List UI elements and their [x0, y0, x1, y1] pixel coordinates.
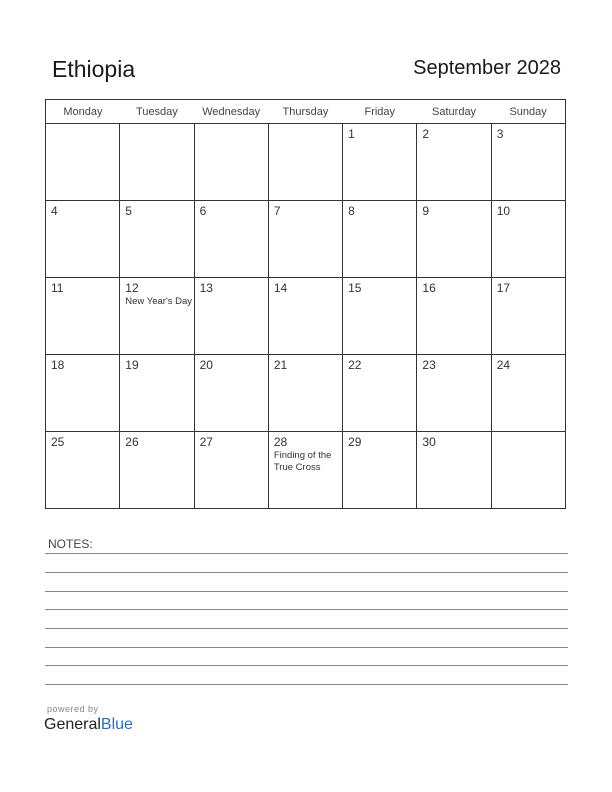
day-number: 3	[496, 127, 504, 141]
day-number: 9	[422, 204, 430, 218]
day-number: 16	[422, 281, 436, 295]
day-cell[interactable]	[491, 278, 565, 355]
day-cell[interactable]	[343, 355, 417, 432]
holiday-label: Finding of the True Cross	[273, 450, 332, 473]
weekday-header: Thursday	[268, 100, 342, 124]
day-cell[interactable]	[120, 124, 194, 201]
day-number: 11	[51, 281, 64, 295]
day-cell[interactable]	[46, 201, 120, 278]
day-cell[interactable]	[268, 201, 342, 278]
day-number: 18	[51, 358, 65, 372]
country-title: Ethiopia	[52, 56, 136, 82]
day-cell[interactable]	[46, 432, 120, 509]
day-cell[interactable]	[120, 432, 194, 509]
day-number: 10	[496, 204, 511, 218]
day-number	[269, 124, 342, 128]
week-row	[46, 124, 566, 201]
week-row	[46, 432, 566, 509]
week-row	[46, 201, 566, 278]
day-cell[interactable]	[268, 278, 342, 355]
day-cell[interactable]	[194, 278, 268, 355]
day-number: 19	[125, 358, 139, 372]
day-cell[interactable]	[194, 124, 268, 201]
day-cell[interactable]	[417, 201, 491, 278]
day-cell[interactable]	[268, 432, 342, 509]
note-line	[45, 609, 568, 610]
note-line	[45, 647, 568, 648]
day-number: 28	[273, 435, 288, 449]
day-number: 17	[496, 281, 511, 295]
day-number: 23	[422, 358, 436, 372]
day-cell[interactable]	[417, 278, 491, 355]
day-number: 6	[199, 204, 207, 218]
weekday-header: Tuesday	[120, 100, 194, 124]
weekday-header: Friday	[343, 100, 417, 124]
week-row	[46, 278, 566, 355]
day-number	[492, 432, 565, 436]
day-cell[interactable]	[46, 278, 120, 355]
note-line	[45, 572, 568, 573]
day-cell[interactable]	[120, 201, 194, 278]
month-title: September 2028	[413, 57, 561, 79]
day-number: 21	[273, 358, 288, 372]
day-number: 29	[348, 435, 362, 449]
day-cell[interactable]	[343, 201, 417, 278]
day-cell[interactable]	[491, 201, 565, 278]
day-cell[interactable]	[491, 432, 565, 509]
weekday-header: Sunday	[491, 100, 565, 124]
day-cell[interactable]	[343, 278, 417, 355]
powered-by-text: powered by	[47, 704, 99, 714]
day-cell[interactable]	[417, 124, 491, 201]
day-cell[interactable]	[194, 355, 268, 432]
brand-general: General	[44, 716, 101, 733]
weekday-header: Wednesday	[194, 100, 268, 124]
day-number: 20	[199, 358, 213, 372]
day-cell[interactable]	[120, 355, 194, 432]
day-cell[interactable]	[417, 355, 491, 432]
calendar-grid	[45, 99, 566, 509]
holiday-label: New Year's Day	[125, 296, 193, 307]
weekday-header: Monday	[46, 100, 120, 124]
notes-label: NOTES:	[48, 537, 93, 551]
brand-blue: Blue	[100, 716, 133, 733]
note-line	[45, 591, 568, 592]
weekday-header-row	[46, 100, 566, 124]
day-number: 12	[125, 281, 139, 295]
day-number: 25	[51, 435, 65, 449]
generalblue-logo[interactable]	[44, 716, 133, 734]
day-number: 5	[125, 204, 132, 218]
day-cell[interactable]	[417, 432, 491, 509]
day-number: 13	[199, 281, 213, 295]
day-number: 8	[348, 204, 355, 218]
day-number	[120, 124, 193, 128]
day-number: 24	[496, 358, 511, 372]
day-cell[interactable]	[491, 124, 565, 201]
day-cell[interactable]	[194, 201, 268, 278]
day-cell[interactable]	[194, 432, 268, 509]
week-row	[46, 355, 566, 432]
day-number: 1	[348, 127, 355, 141]
day-cell[interactable]	[268, 124, 342, 201]
day-number: 27	[199, 435, 213, 449]
day-cell[interactable]	[343, 124, 417, 201]
day-number: 4	[51, 204, 58, 218]
day-number: 26	[125, 435, 139, 449]
weekday-header: Saturday	[417, 100, 491, 124]
day-cell[interactable]	[120, 278, 194, 355]
day-number	[195, 124, 268, 128]
day-number: 14	[273, 281, 288, 295]
day-number: 7	[273, 204, 281, 218]
calendar-body	[46, 124, 566, 509]
note-line	[45, 628, 568, 629]
day-number: 15	[348, 281, 362, 295]
day-cell[interactable]	[46, 124, 120, 201]
note-line	[45, 553, 568, 554]
note-line	[45, 665, 568, 666]
day-cell[interactable]	[343, 432, 417, 509]
day-number: 2	[422, 127, 430, 141]
day-number: 30	[422, 435, 436, 449]
day-cell[interactable]	[46, 355, 120, 432]
day-number: 22	[348, 358, 362, 372]
note-line	[45, 684, 568, 685]
day-number	[46, 124, 119, 128]
day-cell[interactable]	[491, 355, 565, 432]
day-cell[interactable]	[268, 355, 342, 432]
